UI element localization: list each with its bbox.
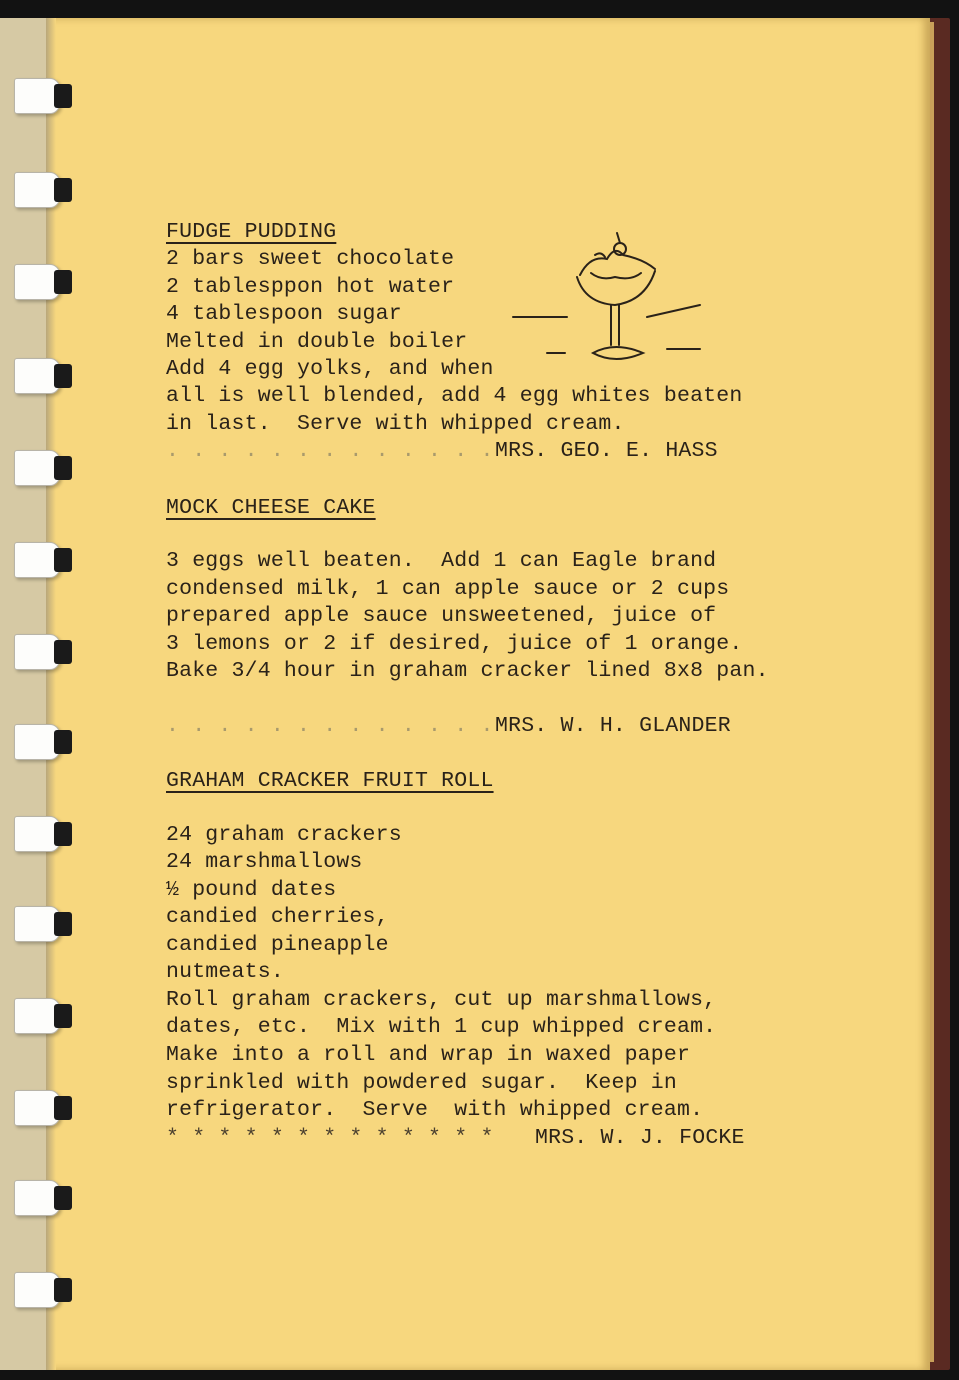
recipe-line: Melted in double boiler	[166, 330, 468, 354]
binding-ring	[14, 450, 66, 488]
recipe-line: 3 eggs well beaten. Add 1 can Eagle brand	[166, 549, 717, 573]
recipe-line: ½ pound dates	[166, 878, 337, 902]
binding-ring	[14, 998, 66, 1036]
binding-ring	[14, 724, 66, 762]
binding-ring	[14, 1090, 66, 1128]
recipe-line: 3 lemons or 2 if desired, juice of 1 orange.	[166, 632, 743, 656]
recipe-line: Add 4 egg yolks, and when	[166, 357, 494, 381]
binding-ring	[14, 816, 66, 854]
recipe-divider: . . . . . . . . . . . . .	[166, 439, 494, 463]
recipe-line: 4 tablespoon sugar	[166, 302, 402, 326]
recipe-author: MRS. W. H. GLANDER	[495, 714, 731, 738]
binding-ring	[14, 906, 66, 944]
recipe-title: MOCK CHEESE CAKE	[166, 496, 376, 520]
cookbook-page	[0, 18, 930, 1370]
binding-shadow	[46, 18, 56, 1370]
recipe-line: Make into a roll and wrap in waxed paper	[166, 1043, 691, 1067]
recipe-line: 2 tablesppon hot water	[166, 275, 455, 299]
recipe-line: dates, etc. Mix with 1 cup whipped cream.	[166, 1015, 717, 1039]
recipe-title: GRAHAM CRACKER FRUIT ROLL	[166, 769, 494, 793]
binding-strip	[0, 18, 52, 1370]
recipe-line: sprinkled with powdered sugar. Keep in	[166, 1071, 677, 1095]
recipe-line: Bake 3/4 hour in graham cracker lined 8x8 pan.	[166, 659, 769, 683]
binding-ring	[14, 358, 66, 396]
sundae-glass-icon	[505, 225, 710, 375]
recipe-divider: . . . . . . . . . . . . .	[166, 714, 494, 738]
binding-ring	[14, 172, 66, 210]
recipe-line: nutmeats.	[166, 960, 284, 984]
binding-ring	[14, 1180, 66, 1218]
binding-ring	[14, 1272, 66, 1310]
binding-ring	[14, 542, 66, 580]
recipe-divider: * * * * * * * * * * * * *	[166, 1126, 494, 1150]
recipe-author: MRS. GEO. E. HASS	[495, 439, 718, 463]
binding-ring	[14, 78, 66, 116]
recipe-line: refrigerator. Serve with whipped cream.	[166, 1098, 704, 1122]
binding-ring	[14, 264, 66, 302]
recipe-line: 24 graham crackers	[166, 823, 402, 847]
recipe-line: Roll graham crackers, cut up marshmallows,	[166, 988, 717, 1012]
recipe-line: candied pineapple	[166, 933, 389, 957]
recipe-line: in last. Serve with whipped cream.	[166, 412, 625, 436]
recipe-line: all is well blended, add 4 egg whites beaten	[166, 384, 743, 408]
binding-ring	[14, 634, 66, 672]
recipe-line: 24 marshmallows	[166, 850, 363, 874]
recipe-title: FUDGE PUDDING	[166, 220, 337, 244]
recipe-line: prepared apple sauce unsweetened, juice of	[166, 604, 717, 628]
recipe-line: condensed milk, 1 can apple sauce or 2 cups	[166, 577, 730, 601]
recipe-author: MRS. W. J. FOCKE	[535, 1126, 745, 1150]
recipe-line: 2 bars sweet chocolate	[166, 247, 455, 271]
recipe-line: candied cherries,	[166, 905, 389, 929]
